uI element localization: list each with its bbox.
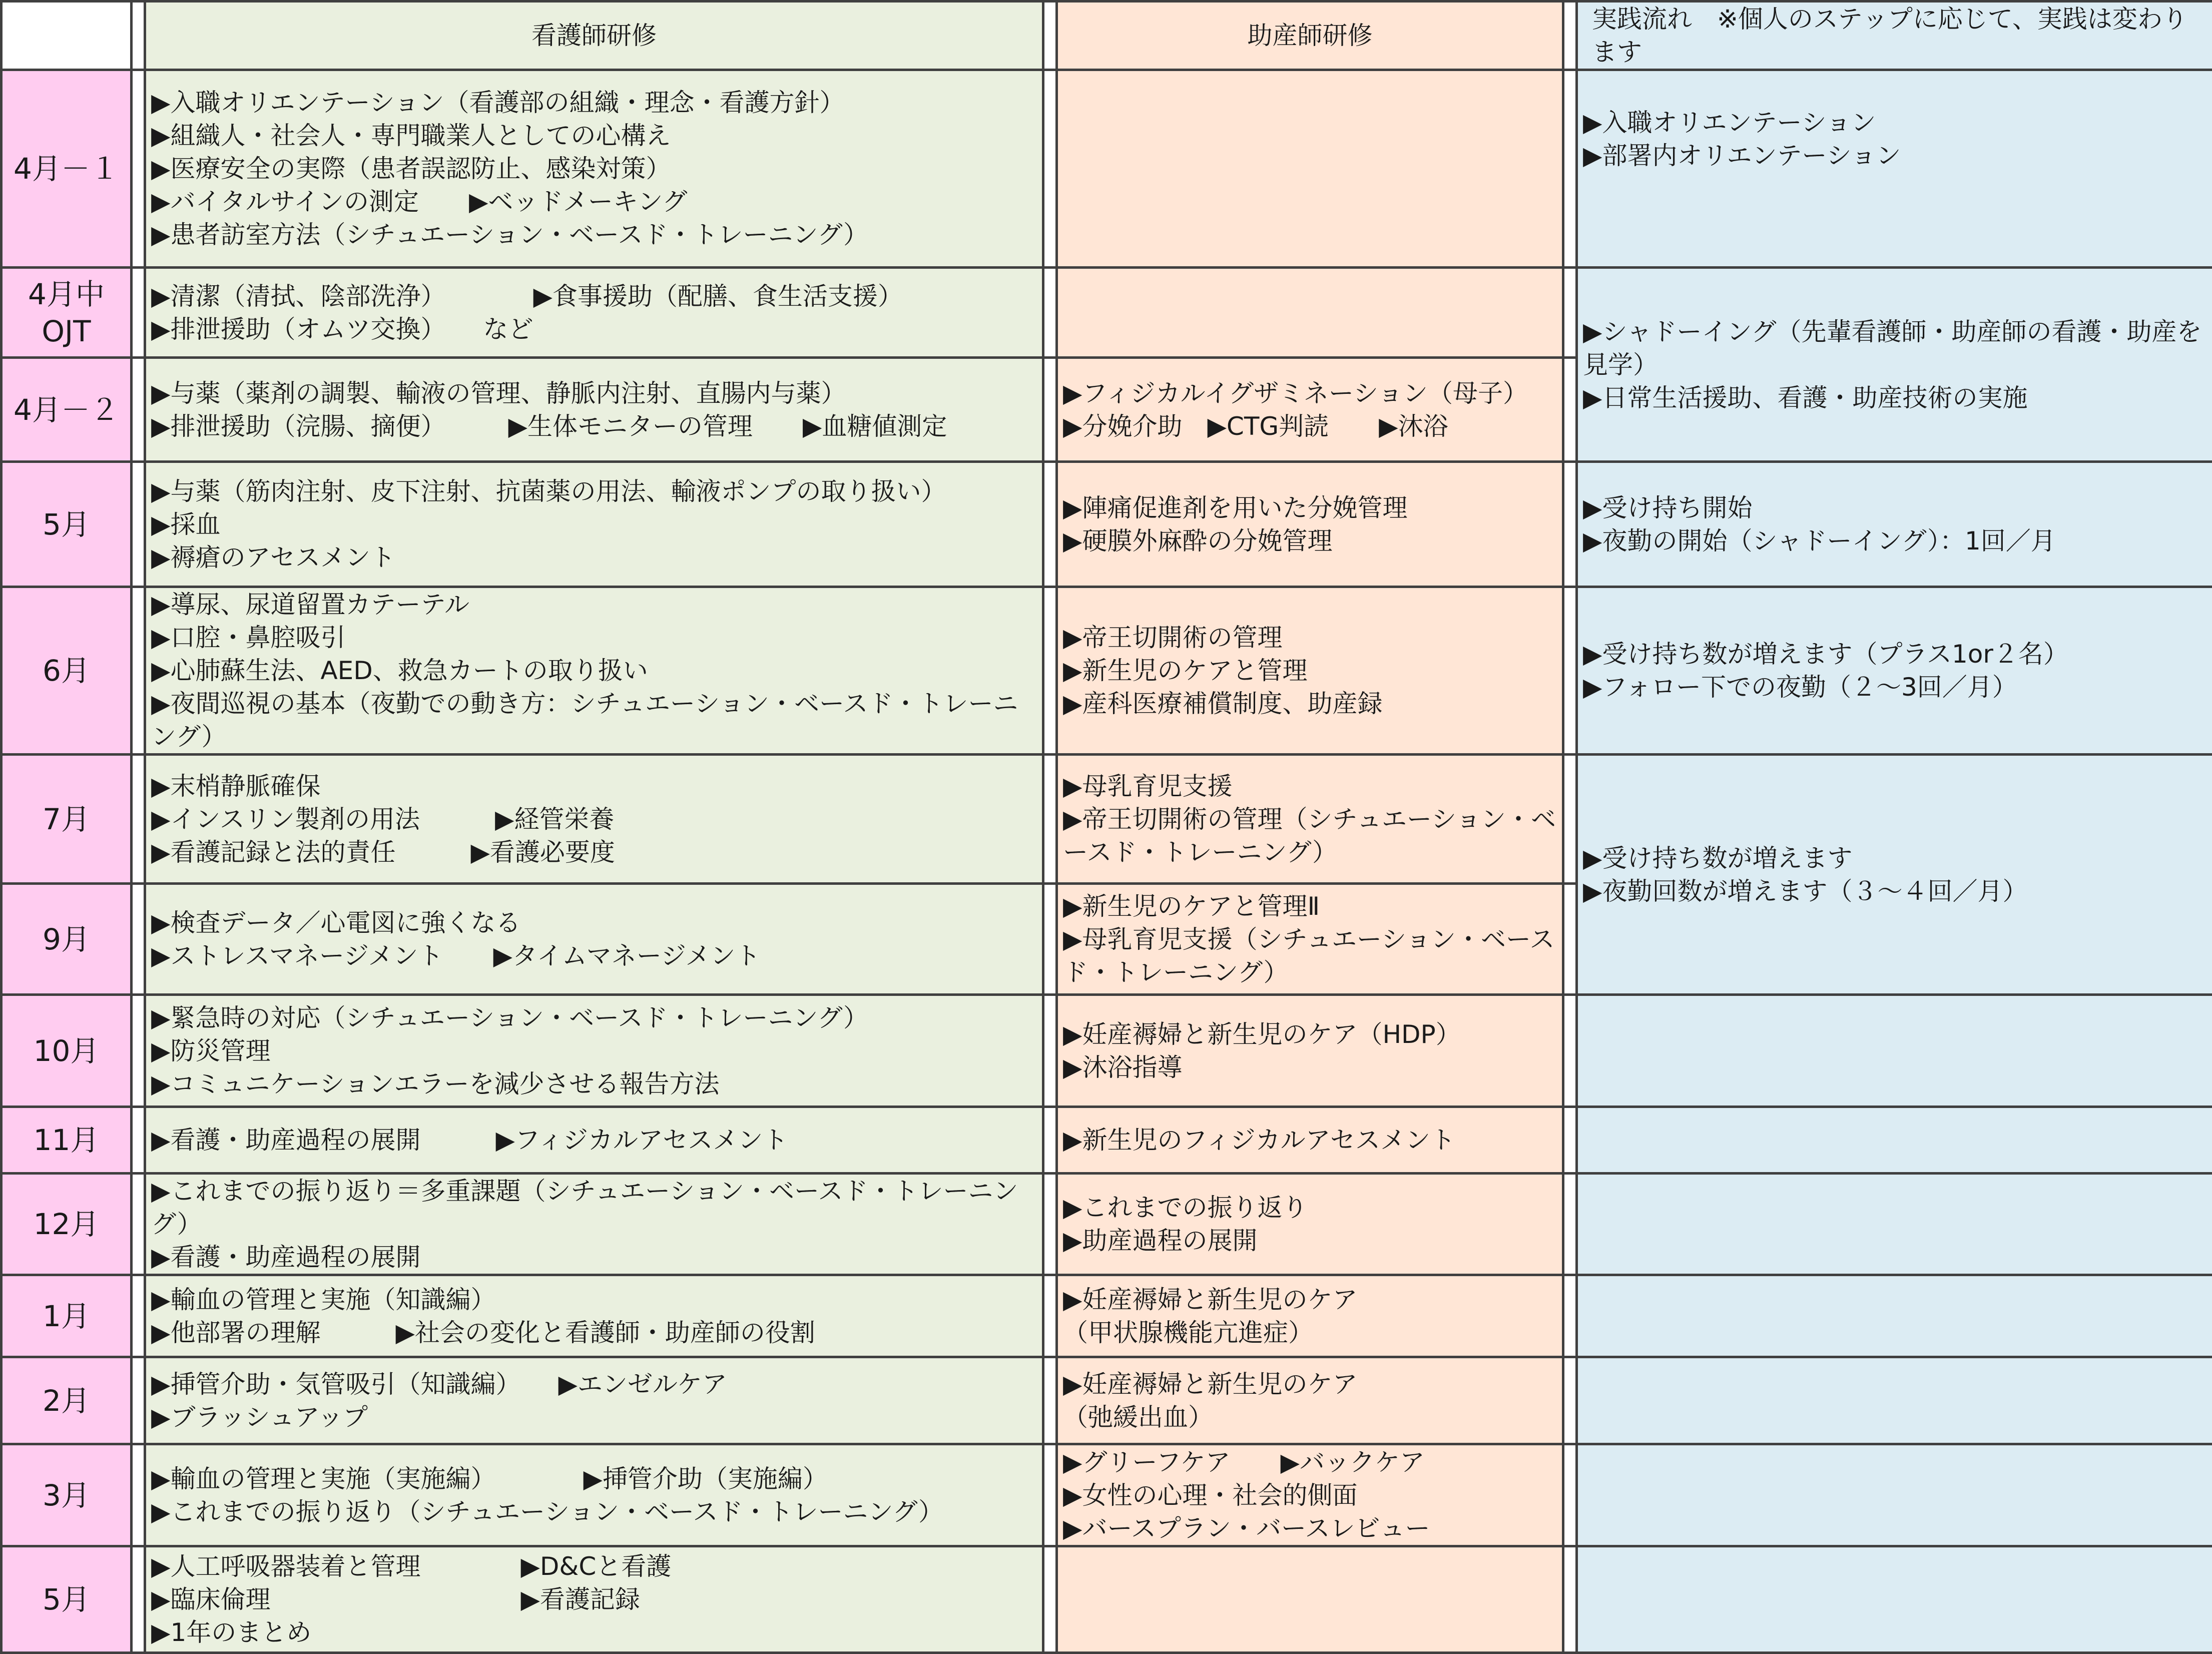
midwife-training-cell: ▶母乳育児支援 ▶帝王切開術の管理（シチュエーション・ベースド・トレーニング） xyxy=(1057,755,1563,884)
nurse-training-cell: ▶与薬（筋肉注射、皮下注射、抗菌薬の用法、輸液ポンプの取り扱い） ▶採血 ▶褥瘡のアセスメント xyxy=(145,462,1043,587)
month-cell: 5月 xyxy=(2,462,132,587)
table-row xyxy=(2,1546,2212,1653)
nurse-training-cell: ▶入職オリエンテーション（看護部の組織・理念・看護方針） ▶組織人・社会人・専門職業人としての心構え ▶医療安全の実際（患者誤認防止、感染対策） ▶バイタルサインの測定 ▶ベッドメーキング ▶患者訪室方法（シチュエーション・ベースド・トレーニング） xyxy=(145,70,1043,268)
practice-cell: ▶受け持ち開始 ▶夜勤の開始（シャドーイング）：1回／月 xyxy=(1577,462,2212,587)
month-cell: 4月－１ xyxy=(2,70,132,268)
nurse-training-cell: ▶導尿、尿道留置カテーテル ▶口腔・鼻腔吸引 ▶心肺蘇生法、AED、救急カートの取り扱い ▶夜間巡視の基本（夜勤での動き方：シチュエーション・ベースド・トレーニング） xyxy=(145,587,1043,755)
table-row xyxy=(2,1107,2212,1174)
month-cell: 4月中 OJT xyxy=(2,268,132,358)
practice-cell: ▶受け持ち数が増えます ▶夜勤回数が増えます（３～４回／月） xyxy=(1577,755,2212,995)
midwife-training-cell: ▶フィジカルイグザミネーション（母子） ▶分娩介助 ▶CTG判読 ▶沐浴 xyxy=(1057,358,1563,462)
practice-cell xyxy=(1577,1546,2212,1653)
month-cell: 12月 xyxy=(2,1174,132,1275)
table-row xyxy=(2,268,2212,358)
practice-cell: ▶シャドーイング（先輩看護師・助産師の看護・助産を見学） ▶日常生活援助、看護・助産技術の実施 xyxy=(1577,268,2212,462)
nurse-training-cell: ▶末梢静脈確保 ▶インスリン製剤の用法 ▶経管栄養 ▶看護記録と法的責任 ▶看護必要度 xyxy=(145,755,1043,884)
table-row xyxy=(2,70,2212,268)
month-cell: 1月 xyxy=(2,1275,132,1357)
midwife-training-cell: ▶妊産褥婦と新生児のケア （甲状腺機能亢進症） xyxy=(1057,1275,1563,1357)
nurse-training-cell: ▶検査データ／心電図に強くなる ▶ストレスマネージメント ▶タイムマネージメント xyxy=(145,884,1043,995)
table-row xyxy=(2,1174,2212,1275)
midwife-training-cell: ▶グリーフケア ▶バックケア ▶女性の心理・社会的側面 ▶バースプラン・バースレビュー xyxy=(1057,1444,1563,1546)
midwife-training-cell: ▶妊産褥婦と新生児のケア（HDP） ▶沐浴指導 xyxy=(1057,995,1563,1107)
nurse-training-cell: ▶人工呼吸器装着と管理 ▶D&Cと看護 ▶臨床倫理 ▶看護記録 ▶1年のまとめ xyxy=(145,1546,1043,1653)
nurse-training-cell: ▶清潔（清拭、陰部洗浄） ▶食事援助（配膳、食生活支援） ▶排泄援助（オムツ交換） など xyxy=(145,268,1043,358)
nurse-training-cell: ▶これまでの振り返り＝多重課題（シチュエーション・ベースド・トレーニング） ▶看護・助産過程の展開 xyxy=(145,1174,1043,1275)
month-cell: 5月 xyxy=(2,1546,132,1653)
practice-cell: ▶受け持ち数が増えます（プラス1or２名） ▶フォロー下での夜勤（２～3回／月） xyxy=(1577,587,2212,755)
practice-cell xyxy=(1577,995,2212,1107)
midwife-training-cell: ▶これまでの振り返り ▶助産過程の展開 xyxy=(1057,1174,1563,1275)
header-practice-flow: 実践流れ ※個人のステップに応じて、実践は変わります xyxy=(1577,2,2212,70)
table-row xyxy=(2,1444,2212,1546)
table-row xyxy=(2,755,2212,884)
practice-cell xyxy=(1577,1174,2212,1275)
table-row xyxy=(2,1275,2212,1357)
month-cell: 6月 xyxy=(2,587,132,755)
header-row xyxy=(2,2,2212,70)
month-cell: 3月 xyxy=(2,1444,132,1546)
nurse-training-cell: ▶与薬（薬剤の調製、輸液の管理、静脈内注射、直腸内与薬） ▶排泄援助（浣腸、摘便） ▶生体モニターの管理 ▶血糖値測定 xyxy=(145,358,1043,462)
practice-cell xyxy=(1577,1444,2212,1546)
nurse-training-cell: ▶緊急時の対応（シチュエーション・ベースド・トレーニング） ▶防災管理 ▶コミュニケーションエラーを減少させる報告方法 xyxy=(145,995,1043,1107)
table-row xyxy=(2,587,2212,755)
table-row xyxy=(2,462,2212,587)
practice-cell: ▶入職オリエンテーション ▶部署内オリエンテーション xyxy=(1577,70,2212,268)
practice-cell xyxy=(1577,1107,2212,1174)
midwife-training-cell xyxy=(1057,1546,1563,1653)
month-cell: 10月 xyxy=(2,995,132,1107)
nurse-training-cell: ▶輸血の管理と実施（知識編） ▶他部署の理解 ▶社会の変化と看護師・助産師の役割 xyxy=(145,1275,1043,1357)
header-nurse-training: 看護師研修 xyxy=(145,2,1043,70)
month-cell: 7月 xyxy=(2,755,132,884)
midwife-training-cell: ▶帝王切開術の管理 ▶新生児のケアと管理 ▶産科医療補償制度、助産録 xyxy=(1057,587,1563,755)
table-row xyxy=(2,1357,2212,1444)
midwife-training-cell xyxy=(1057,268,1563,358)
midwife-training-cell xyxy=(1057,70,1563,268)
practice-cell xyxy=(1577,1275,2212,1357)
header-midwife-training: 助産師研修 xyxy=(1057,2,1563,70)
midwife-training-cell: ▶陣痛促進剤を用いた分娩管理 ▶硬膜外麻酔の分娩管理 xyxy=(1057,462,1563,587)
midwife-training-cell: ▶新生児のケアと管理Ⅱ ▶母乳育児支援（シチュエーション・ベースド・トレーニング） xyxy=(1057,884,1563,995)
nurse-training-cell: ▶看護・助産過程の展開 ▶フィジカルアセスメント xyxy=(145,1107,1043,1174)
nurse-training-cell: ▶輸血の管理と実施（実施編） ▶挿管介助（実施編） ▶これまでの振り返り（シチュエーション・ベースド・トレーニング） xyxy=(145,1444,1043,1546)
midwife-training-cell: ▶妊産褥婦と新生児のケア （弛緩出血） xyxy=(1057,1357,1563,1444)
month-cell: 9月 xyxy=(2,884,132,995)
practice-cell xyxy=(1577,1357,2212,1444)
month-cell: 11月 xyxy=(2,1107,132,1174)
midwife-training-cell: ▶新生児のフィジカルアセスメント xyxy=(1057,1107,1563,1174)
header-corner xyxy=(2,2,132,70)
table-row xyxy=(2,995,2212,1107)
month-cell: 2月 xyxy=(2,1357,132,1444)
month-cell: 4月－２ xyxy=(2,358,132,462)
nurse-training-cell: ▶挿管介助・気管吸引（知識編） ▶エンゼルケア ▶ブラッシュアップ xyxy=(145,1357,1043,1444)
